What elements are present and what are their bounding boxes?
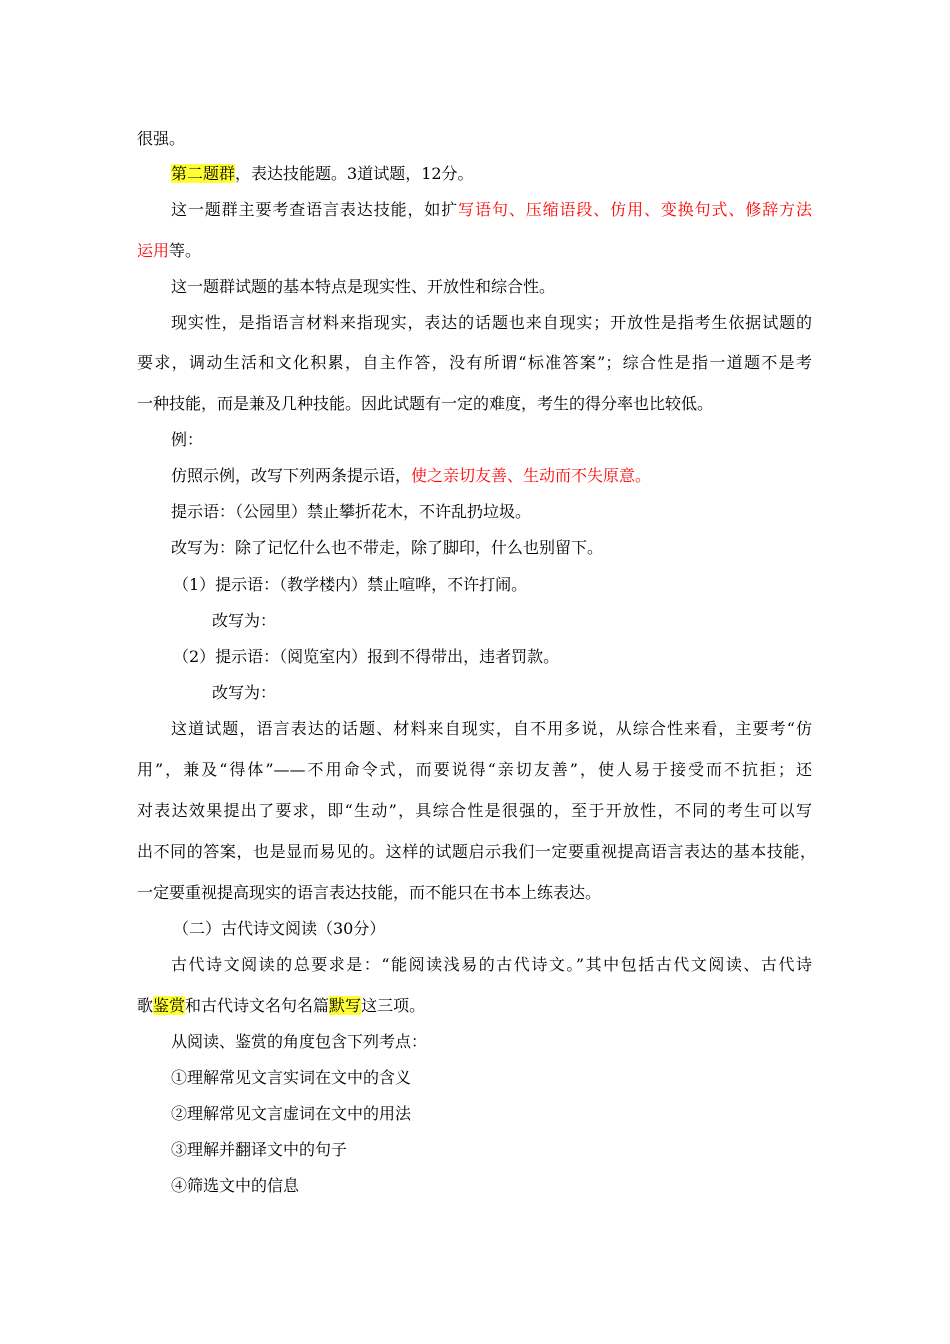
paragraph-line xyxy=(171,199,812,221)
paragraph-line xyxy=(137,393,817,415)
text: （2）提示语：（阅览室内）报到不得带出，违者罚款。 xyxy=(173,647,560,666)
text: 这一题群试题的基本特点是现实性、开放性和综合性。 xyxy=(171,277,556,296)
paragraph-line xyxy=(137,128,817,150)
paragraph-line xyxy=(137,882,817,904)
text: 这三项。 xyxy=(361,996,426,1015)
paragraph-line xyxy=(171,954,812,976)
paragraph-line xyxy=(171,276,851,298)
text: 用”，兼及“得体”——不用命令式，而要说得“亲切友善”，使人易于接受而不抗拒；还 xyxy=(137,760,812,779)
text: 现实性，是指语言材料来指现实，表达的话题也来自现实；开放性是指考生依据试题的 xyxy=(171,313,812,332)
text: 改写为： xyxy=(212,683,277,702)
paragraph-line xyxy=(137,800,812,822)
red-text: 使之亲切友善、生动而不失原意。 xyxy=(411,466,652,485)
list-item xyxy=(171,1067,851,1089)
paragraph-line xyxy=(171,537,851,559)
section-heading xyxy=(171,163,851,185)
highlighted-text: 默写 xyxy=(329,996,362,1015)
text: 古代诗文阅读的总要求是：“能阅读浅易的古代诗文。”其中包括古代文阅读、古代诗 xyxy=(171,955,812,974)
paragraph-line xyxy=(171,501,851,523)
text: 改写为： xyxy=(212,611,277,630)
section-heading xyxy=(173,918,853,940)
highlighted-text: 第二题群 xyxy=(171,164,236,183)
text: 仿照示例，改写下列两条提示语， xyxy=(171,466,412,485)
red-text: 运用 xyxy=(137,241,170,260)
paragraph-line xyxy=(171,1031,851,1053)
text: ②理解常见文言虚词在文中的用法 xyxy=(171,1104,412,1123)
list-item xyxy=(212,682,892,704)
paragraph-line xyxy=(171,718,812,740)
text: 要求，调动生活和文化积累，自主作答，没有所谓“标准答案”；综合性是指一道题不是考 xyxy=(137,353,812,372)
text: 这道试题，语言表达的话题、材料来自现实，自不用多说，从综合性来看，主要考“仿 xyxy=(171,719,812,738)
text: 很强。 xyxy=(137,129,186,148)
text: 一种技能，而是兼及几种技能。因此试题有一定的难度，考生的得分率也比较低。 xyxy=(137,394,714,413)
paragraph-line xyxy=(137,352,812,374)
highlighted-text: 鉴赏 xyxy=(153,996,186,1015)
text: 提示语：（公园里）禁止攀折花木，不许乱扔垃圾。 xyxy=(171,502,532,521)
paragraph-line xyxy=(137,841,816,863)
text: （1）提示语：（教学楼内）禁止喧哗，不许打闹。 xyxy=(173,575,528,594)
list-item xyxy=(171,1139,851,1161)
text: 这一题群主要考查语言表达技能，如扩 xyxy=(171,200,459,219)
text: ①理解常见文言实词在文中的含义 xyxy=(171,1068,412,1087)
text: ，表达技能题。3道试题，12分。 xyxy=(235,164,474,183)
list-item xyxy=(171,1175,851,1197)
paragraph-line xyxy=(171,429,851,451)
text: （二）古代诗文阅读（30分） xyxy=(173,919,386,938)
text: 等。 xyxy=(169,241,202,260)
text: 歌 xyxy=(137,996,154,1015)
text: 一定要重视提高现实的语言表达技能，而不能只在书本上练表达。 xyxy=(137,883,602,902)
paragraph-line xyxy=(137,240,817,262)
text: 例： xyxy=(171,430,204,449)
list-item xyxy=(212,610,892,632)
text: ③理解并翻译文中的句子 xyxy=(171,1140,348,1159)
text: 出不同的答案，也是显而易见的。这样的试题启示我们一定要重视提高语言表达的基本技能， xyxy=(137,842,816,861)
paragraph-line xyxy=(137,759,812,781)
red-text: 写语句、压缩语段、仿用、变换句式、修辞方法 xyxy=(458,200,812,219)
paragraph-line xyxy=(171,465,851,487)
text: 改写为：除了记忆什么也不带走，除了脚印，什么也别留下。 xyxy=(171,538,604,557)
list-item xyxy=(173,646,853,668)
text: 对表达效果提出了要求，即“生动”，具综合性是很强的，至于开放性，不同的考生可以写 xyxy=(137,801,812,820)
text: ④筛选文中的信息 xyxy=(171,1176,300,1195)
paragraph-line xyxy=(171,312,812,334)
text: 和古代诗文名句名篇 xyxy=(185,996,330,1015)
paragraph-line xyxy=(137,995,817,1017)
list-item xyxy=(171,1103,851,1125)
list-item xyxy=(173,574,853,596)
text: 从阅读、鉴赏的角度包含下列考点： xyxy=(171,1032,428,1051)
